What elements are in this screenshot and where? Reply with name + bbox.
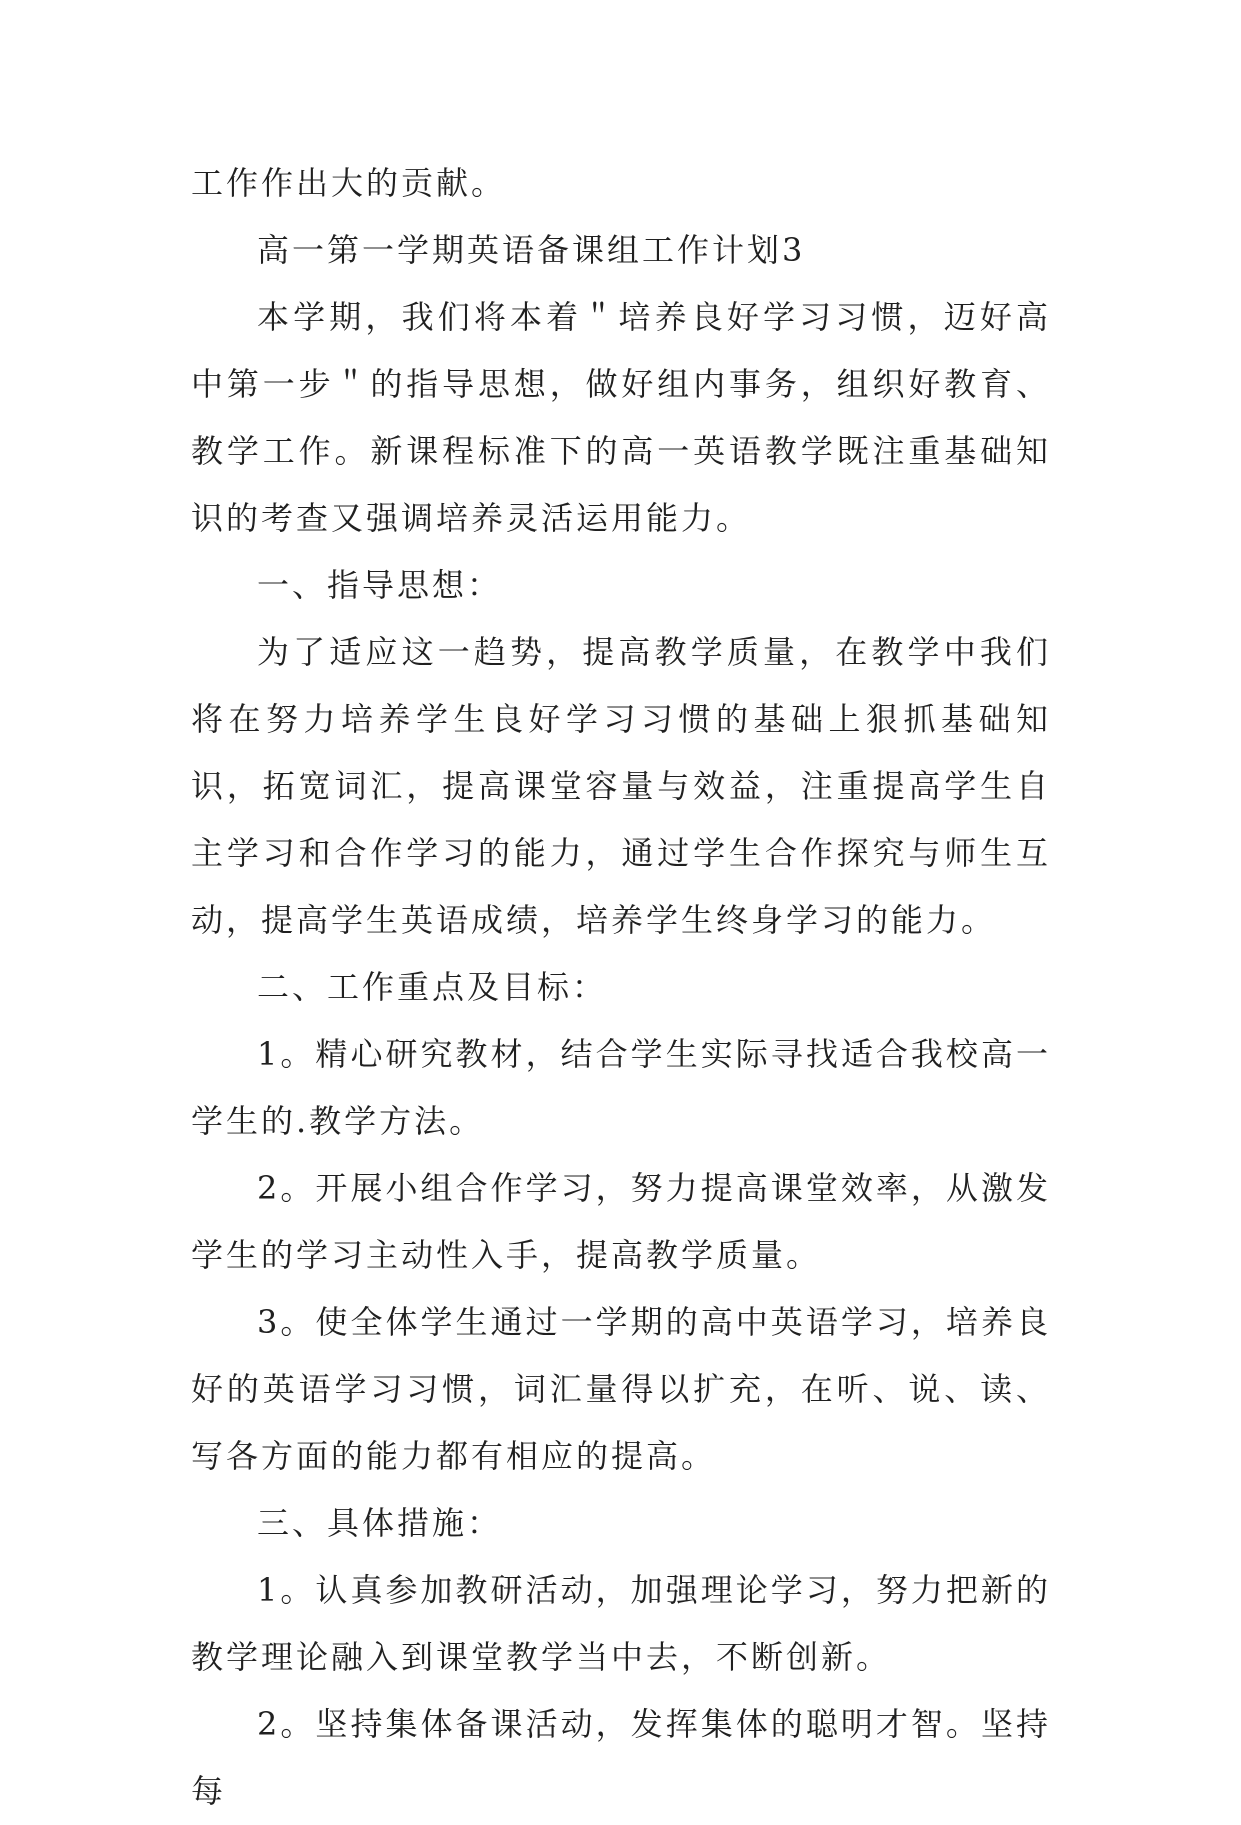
document-body [191, 150, 1051, 1825]
list-item-goal-2: 2。开展小组合作学习，努力提高课堂效率，从激发学生的学习主动性入手，提高教学质量。 [191, 1169, 1051, 1274]
list-item-measure-1: 1。认真参加教研活动，加强理论学习，努力把新的教学理论融入到课堂教学当中去，不断创新。 [191, 1571, 1051, 1676]
paragraph-intro: 本学期，我们将本着＂培养良好学习习惯，迈好高中第一步＂的指导思想，做好组内事务，组织好教育、教学工作。新课程标准下的高一英语教学既注重基础知识的考查又强调培养灵活运用能力。 [191, 298, 1051, 537]
paragraph-guiding-thought: 为了适应这一趋势，提高教学质量，在教学中我们将在努力培养学生良好学习习惯的基础上狠抓基础知识，拓宽词汇，提高课堂容量与效益，注重提高学生自主学习和合作学习的能力，通过学生合作探究与师生互动，提高学生英语成绩，培养学生终身学习的能力。 [191, 633, 1051, 939]
section-heading-measures: 三、具体措施： [257, 1504, 503, 1542]
document-title: 高一第一学期英语备课组工作计划3 [257, 231, 806, 269]
list-item-measure-2: 2。坚持集体备课活动，发挥集体的聪明才智。坚持每 [191, 1705, 1051, 1810]
list-item-goal-1: 1。精心研究教材，结合学生实际寻找适合我校高一学生的.教学方法。 [191, 1035, 1051, 1140]
paragraph-continuation: 工作作出大的贡献。 [191, 164, 507, 202]
section-heading-guiding-thought: 一、指导思想： [257, 566, 503, 604]
section-heading-work-focus: 二、工作重点及目标： [257, 968, 608, 1006]
list-item-goal-3: 3。使全体学生通过一学期的高中英语学习，培养良好的英语学习习惯，词汇量得以扩充，在听、说、读、写各方面的能力都有相应的提高。 [191, 1303, 1051, 1475]
